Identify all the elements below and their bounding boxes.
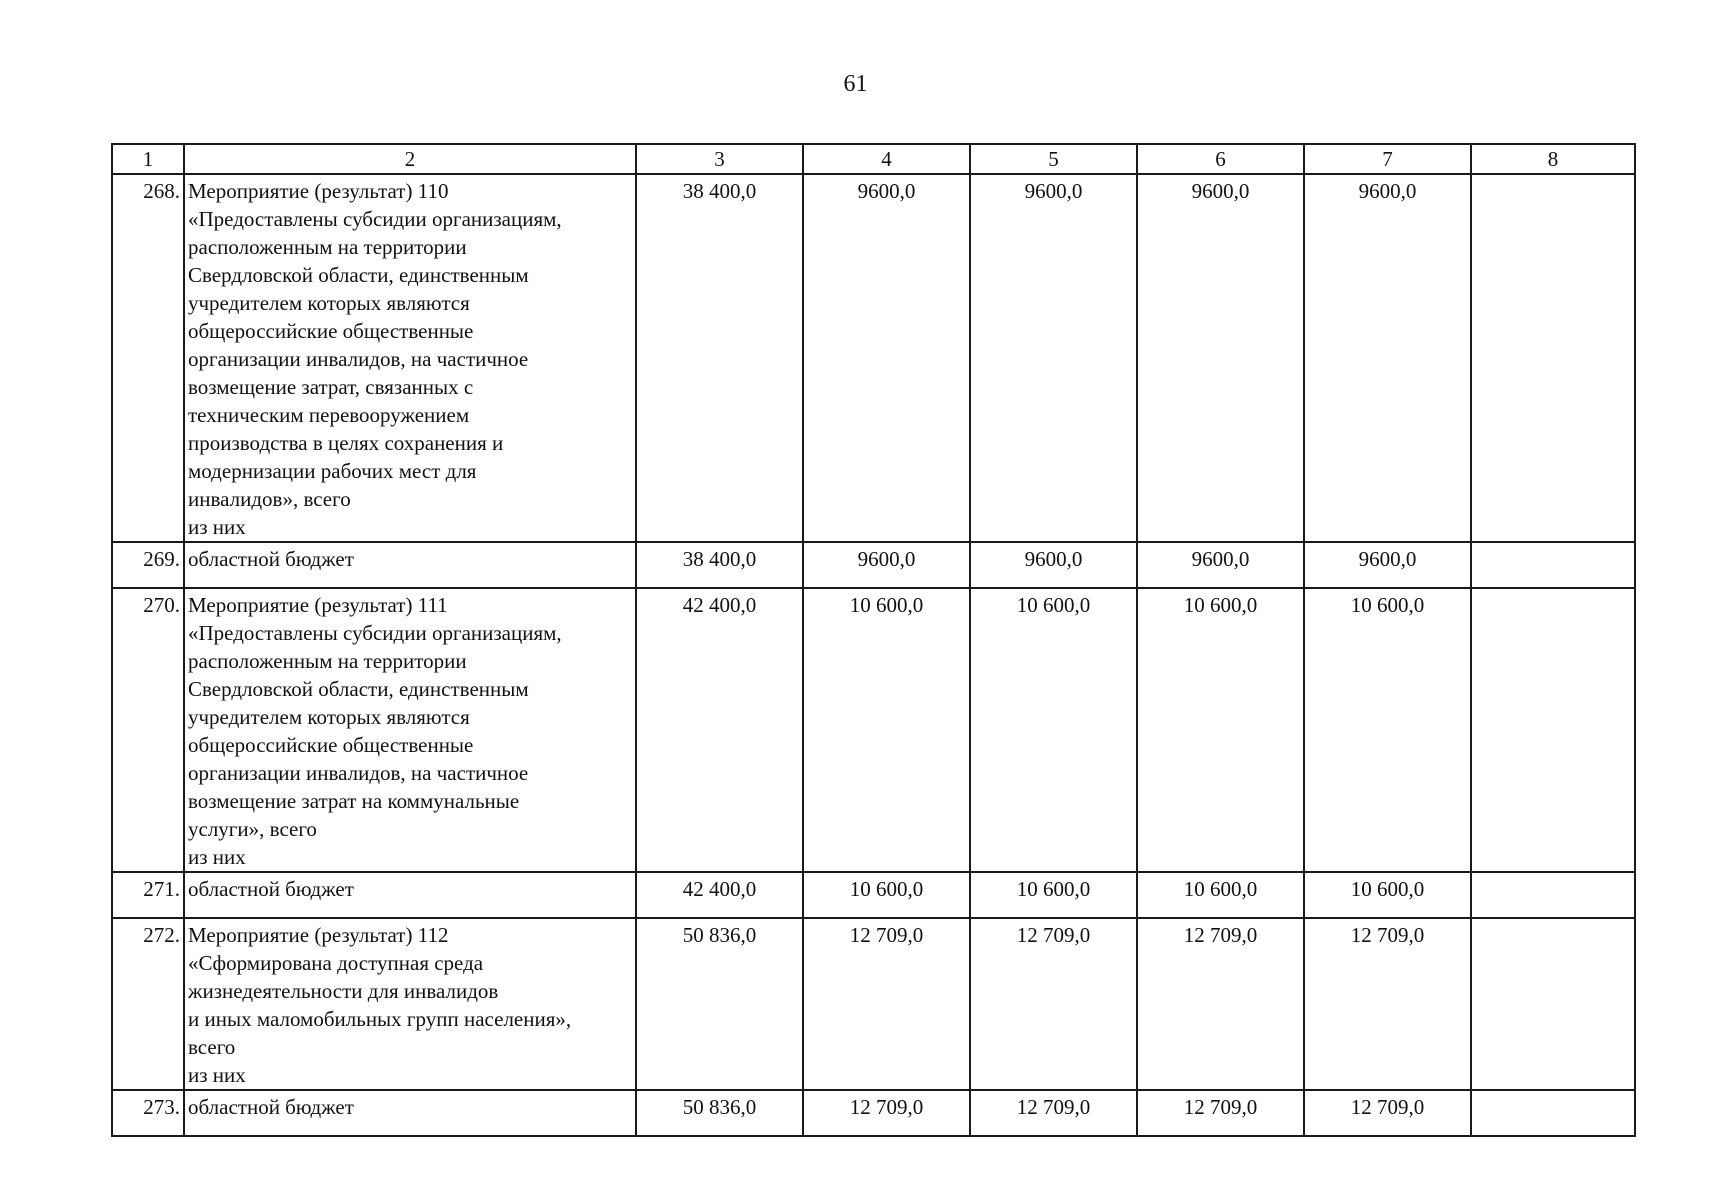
cell-col-8 bbox=[1471, 1090, 1635, 1136]
cell-col-7: 10 600,0 bbox=[1304, 588, 1471, 872]
cell-col-7: 9600,0 bbox=[1304, 174, 1471, 542]
cell-total: 38 400,0 bbox=[636, 174, 803, 542]
table-row bbox=[112, 918, 1635, 1090]
cell-col-4: 12 709,0 bbox=[803, 1090, 970, 1136]
cell-col-5: 9600,0 bbox=[970, 174, 1137, 542]
header-col-3: 3 bbox=[636, 144, 803, 174]
header-col-4: 4 bbox=[803, 144, 970, 174]
cell-total: 50 836,0 bbox=[636, 1090, 803, 1136]
row-description: Мероприятие (результат) 111 «Предоставлены субсидии организациям, расположенным на территории Свердловской области, единственным учредителем которых являются общероссийские общественные организации инвалидов, на частичное возмещение затрат на коммунальные услуги», всего из них bbox=[184, 588, 636, 872]
table-header-row bbox=[112, 144, 1635, 174]
cell-total: 50 836,0 bbox=[636, 918, 803, 1090]
header-col-6: 6 bbox=[1137, 144, 1304, 174]
cell-col-8 bbox=[1471, 174, 1635, 542]
cell-col-6: 9600,0 bbox=[1137, 542, 1304, 588]
table-row bbox=[112, 174, 1635, 542]
cell-col-4: 9600,0 bbox=[803, 174, 970, 542]
budget-table bbox=[111, 143, 1636, 1137]
table-row bbox=[112, 542, 1635, 588]
row-number: 268. bbox=[112, 174, 184, 542]
cell-col-7: 9600,0 bbox=[1304, 542, 1471, 588]
page-number: 61 bbox=[843, 71, 868, 97]
row-description: Мероприятие (результат) 110 «Предоставлены субсидии организациям, расположенным на территории Свердловской области, единственным учредителем которых являются общероссийские общественные организации инвалидов, на частичное возмещение затрат, связанных с техническим перевооружением производства в целях сохранения и модернизации рабочих мест для инвалидов», всего из них bbox=[184, 174, 636, 542]
header-col-8: 8 bbox=[1471, 144, 1635, 174]
header-col-5: 5 bbox=[970, 144, 1137, 174]
cell-col-8 bbox=[1471, 872, 1635, 918]
row-number: 271. bbox=[112, 872, 184, 918]
cell-col-4: 10 600,0 bbox=[803, 872, 970, 918]
header-col-7: 7 bbox=[1304, 144, 1471, 174]
row-description: областной бюджет bbox=[184, 542, 636, 588]
table-row bbox=[112, 1090, 1635, 1136]
cell-col-6: 12 709,0 bbox=[1137, 1090, 1304, 1136]
cell-col-6: 12 709,0 bbox=[1137, 918, 1304, 1090]
cell-col-8 bbox=[1471, 918, 1635, 1090]
cell-col-4: 9600,0 bbox=[803, 542, 970, 588]
cell-col-4: 10 600,0 bbox=[803, 588, 970, 872]
cell-col-6: 10 600,0 bbox=[1137, 588, 1304, 872]
cell-col-7: 12 709,0 bbox=[1304, 918, 1471, 1090]
row-description: областной бюджет bbox=[184, 872, 636, 918]
cell-col-8 bbox=[1471, 542, 1635, 588]
cell-col-7: 12 709,0 bbox=[1304, 1090, 1471, 1136]
cell-col-6: 10 600,0 bbox=[1137, 872, 1304, 918]
row-description: Мероприятие (результат) 112 «Сформирована доступная среда жизнедеятельности для инвалидов и иных маломобильных групп населения», всего из них bbox=[184, 918, 636, 1090]
row-number: 273. bbox=[112, 1090, 184, 1136]
row-number: 270. bbox=[112, 588, 184, 872]
cell-total: 42 400,0 bbox=[636, 588, 803, 872]
row-number: 269. bbox=[112, 542, 184, 588]
cell-col-5: 12 709,0 bbox=[970, 918, 1137, 1090]
cell-total: 38 400,0 bbox=[636, 542, 803, 588]
row-number: 272. bbox=[112, 918, 184, 1090]
cell-col-8 bbox=[1471, 588, 1635, 872]
cell-col-6: 9600,0 bbox=[1137, 174, 1304, 542]
cell-col-7: 10 600,0 bbox=[1304, 872, 1471, 918]
cell-col-5: 9600,0 bbox=[970, 542, 1137, 588]
row-description: областной бюджет bbox=[184, 1090, 636, 1136]
cell-col-5: 10 600,0 bbox=[970, 872, 1137, 918]
header-col-1: 1 bbox=[112, 144, 184, 174]
cell-col-5: 10 600,0 bbox=[970, 588, 1137, 872]
header-col-2: 2 bbox=[184, 144, 636, 174]
table-row bbox=[112, 872, 1635, 918]
table-row bbox=[112, 588, 1635, 872]
cell-col-4: 12 709,0 bbox=[803, 918, 970, 1090]
cell-total: 42 400,0 bbox=[636, 872, 803, 918]
cell-col-5: 12 709,0 bbox=[970, 1090, 1137, 1136]
